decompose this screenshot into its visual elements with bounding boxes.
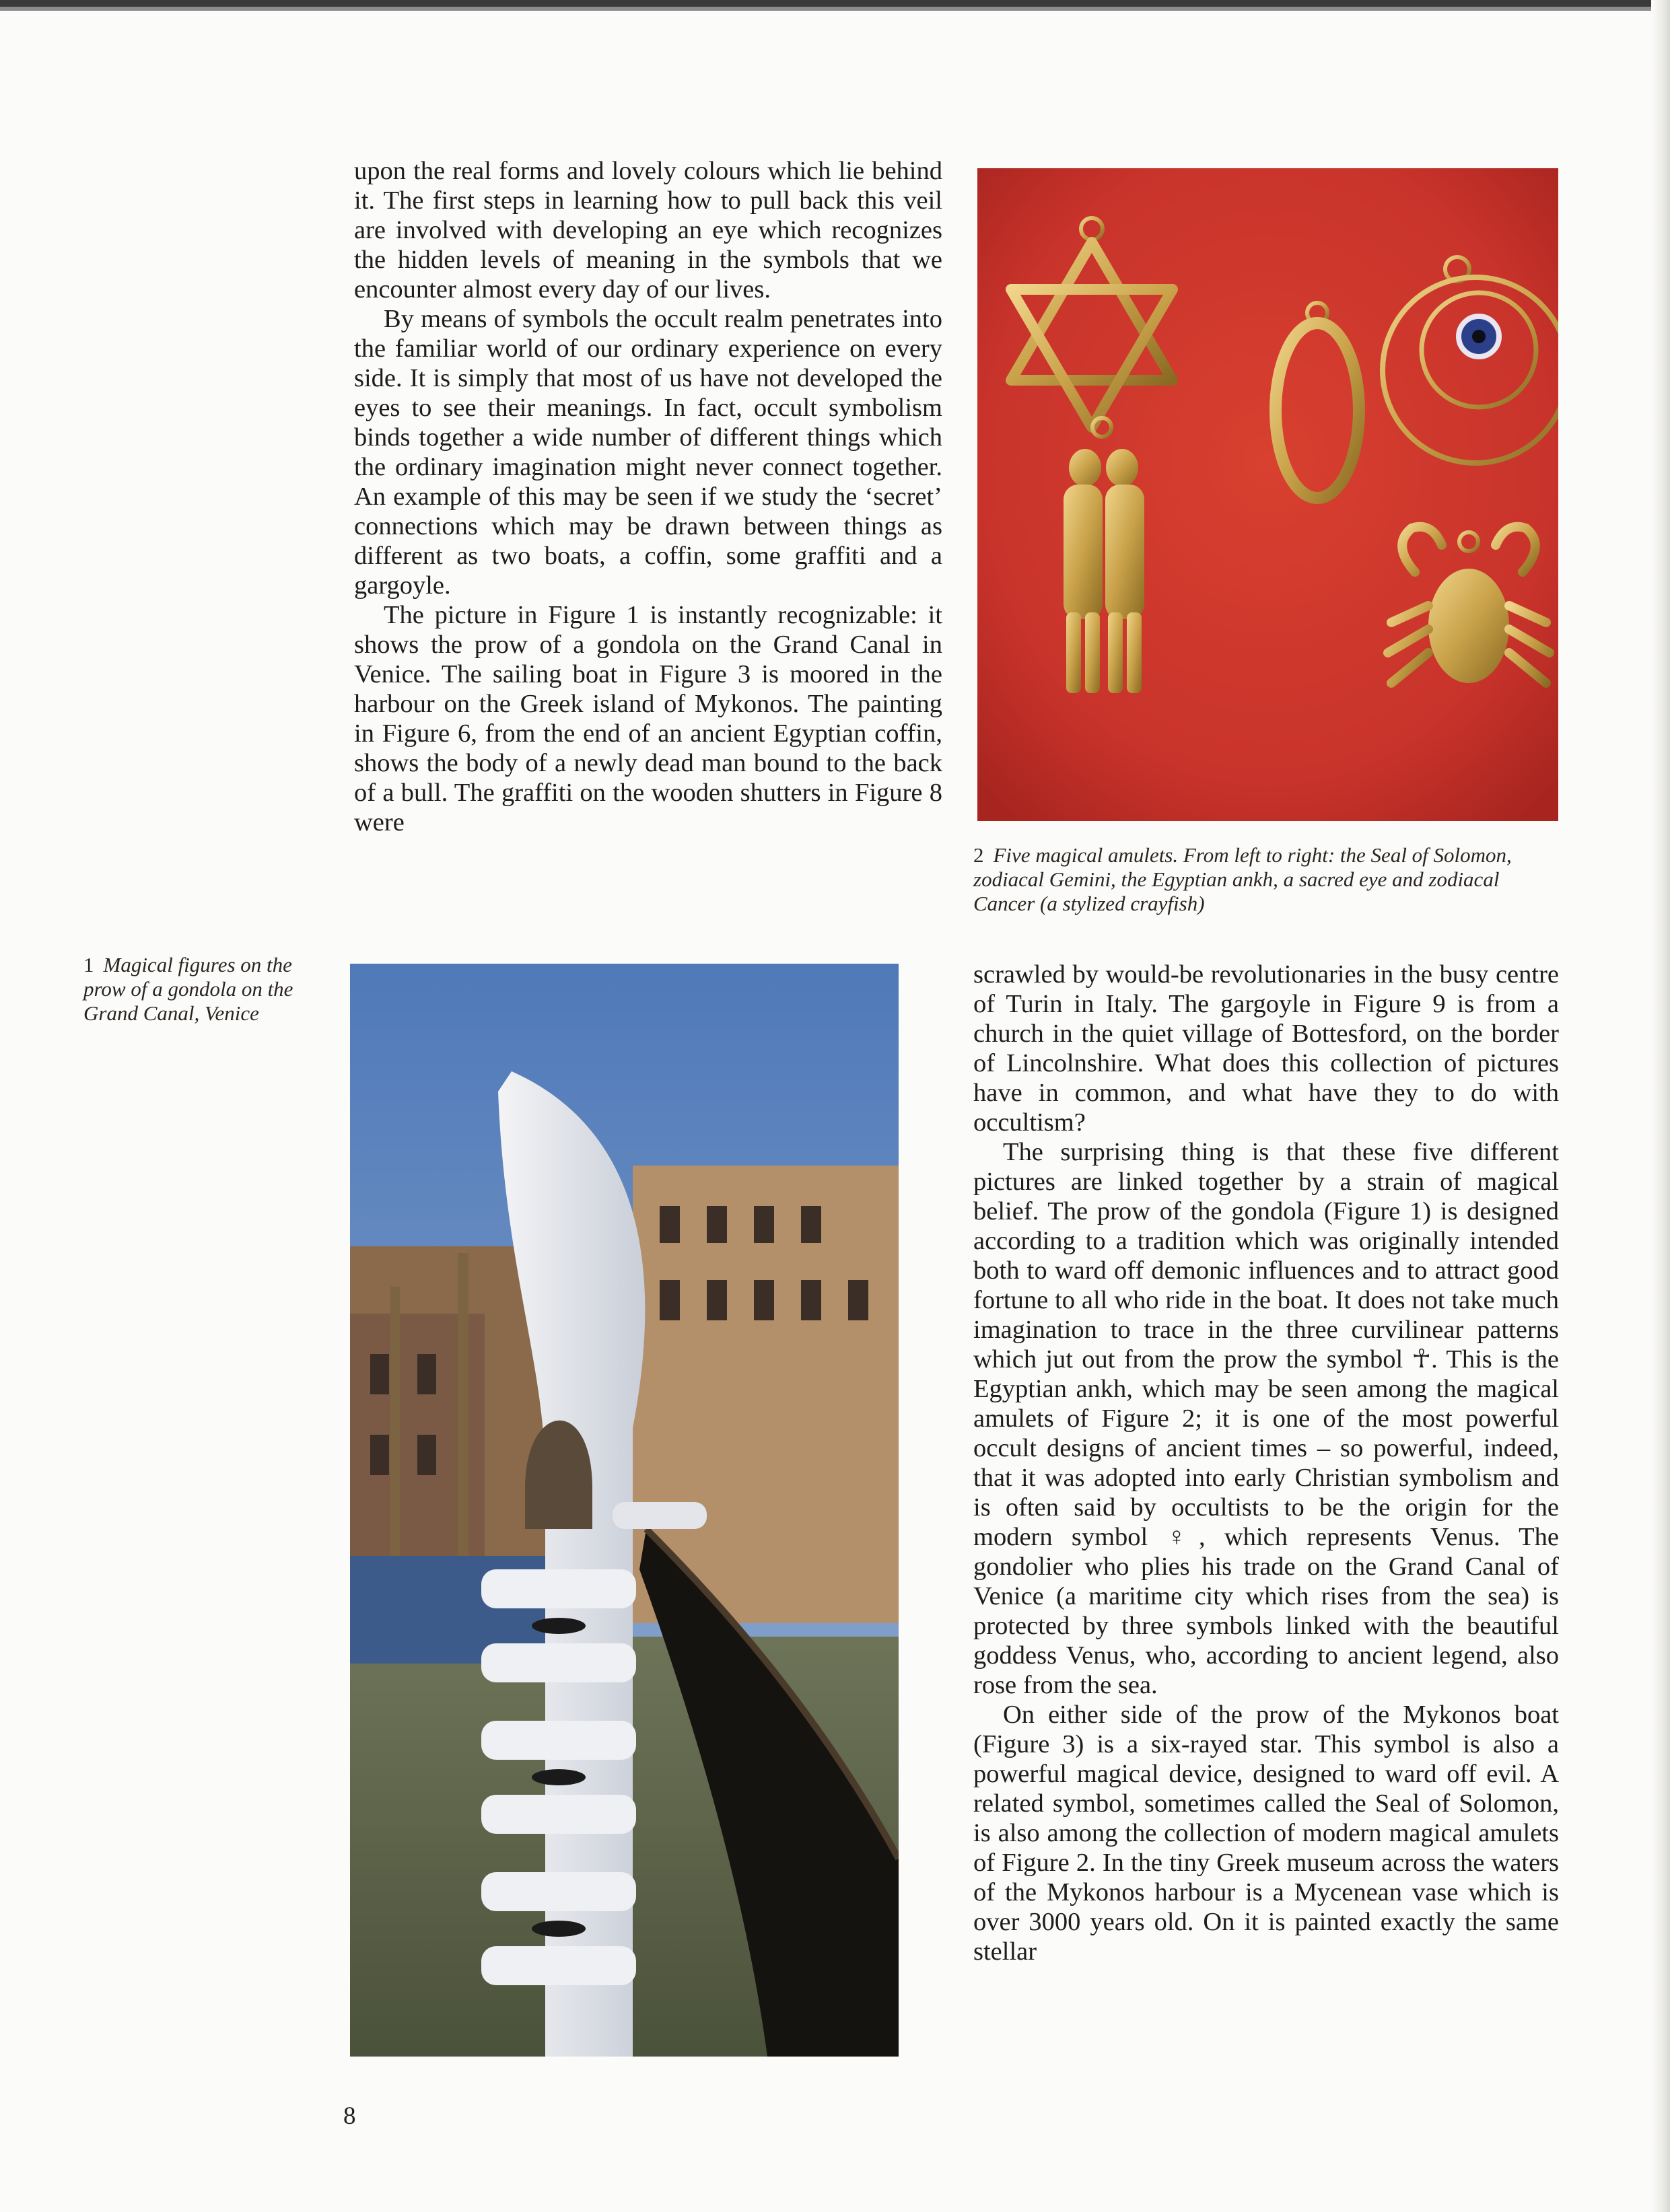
caption-text: Magical figures on the prow of a gondola on the Grand Canal, Venice [83,953,293,1025]
page-top-edge [0,0,1670,7]
right-text-column [973,960,1559,1966]
paragraph: scrawled by would-be revolutionaries in the busy centre of Turin in Italy. The gargoyle in Figure 9 is from a church in the quiet village of Bottesford, on the border of Lincolnshire. What does this collection of pictures have in common, and what have they to do with occultism? [973,960,1559,1137]
paragraph: The picture in Figure 1 is instantly recognizable: it shows the prow of a gondola on the Grand Canal in Venice. The sailing boat in Figure 3 is moored in the harbour on the Greek island of Mykonos. The painting in Figure 6, from the end of an ancient Egyptian coffin, shows the body of a newly dead man bound to the back of a bull. The graffiti on the wooden shutters in Figure 8 were [354,601,942,836]
paragraph: The surprising thing is that these five different pictures are linked together by a strain of magical belief. The prow of the gondola (Figure 1) is designed according to a tradition which was originally intended both to ward off demonic influences and to attract good fortune to all who ride in the boat. It does not take much imagination to trace in the three curvilinear patterns which jut out from the prow the symbol ☥. This is the Egyptian ankh, which may be seen among the magical amulets of Figure 2; it is one of the most powerful occult designs of ancient times – so powerful, indeed, that it was adopted into early Christian symbolism and is often said by occultists to be the origin for the modern symbol ♀, which represents Venus. The gondolier who plies his trade on the Grand Canal of Venice (a maritime city which rises from the sea) is protected by three symbols linked with the beautiful goddess Venus, who, according to ancient legend, also rose from the sea. [973,1138,1559,1699]
paragraph: By means of symbols the occult realm penetrates into the familiar world of our ordinary experience on every side. It is simply that most of us have not developed the eyes to see their meanings. In fact, occult symbolism binds together a wide number of different things which the ordinary imagination might never connect together. An example of this may be seen if we study the ‘secret’ connections which may be drawn between things as different as two boats, a coffin, some graffiti and a gargoyle. [354,305,942,600]
figure-1-gondola-photo [350,964,899,2057]
figure-2-amulets-photo [977,168,1558,821]
amulets-illustration [977,168,1558,821]
paragraph: upon the real forms and lovely colours which lie behind it. The first steps in learning how to pull back this veil are involved with developing an eye which recognizes the hidden levels of meaning in the symbols that we encounter almost every day of our lives. [354,157,942,304]
paragraph: On either side of the prow of the Mykonos boat (Figure 3) is a six-rayed star. This symbol is also a powerful magical device, designed to ward off evil. A related symbol, sometimes called the Seal of Solomon, is also among the collection of modern magical amulets of Figure 2. In the tiny Greek museum across the waters of the Mykonos harbour is a Mycenean vase which is over 3000 years old. On it is painted exactly the same stellar [973,1701,1559,1966]
figure-number: 2 [973,843,984,867]
page-top-shadow [0,7,1670,11]
caption-text: Five magical amulets. From left to right: the Seal of Solomon, zodiacal Gemini, the Egyptian ankh, a sacred eye and zodiacal Cancer (a stylized crayfish) [973,843,1512,915]
left-text-column [354,156,942,837]
figure-number: 1 [83,953,94,976]
gondola-prow-illustration [350,964,899,2057]
figure-1-caption [83,953,306,1026]
page-number: 8 [343,2102,356,2130]
page-right-edge [1651,0,1670,2212]
figure-2-caption [973,843,1566,916]
